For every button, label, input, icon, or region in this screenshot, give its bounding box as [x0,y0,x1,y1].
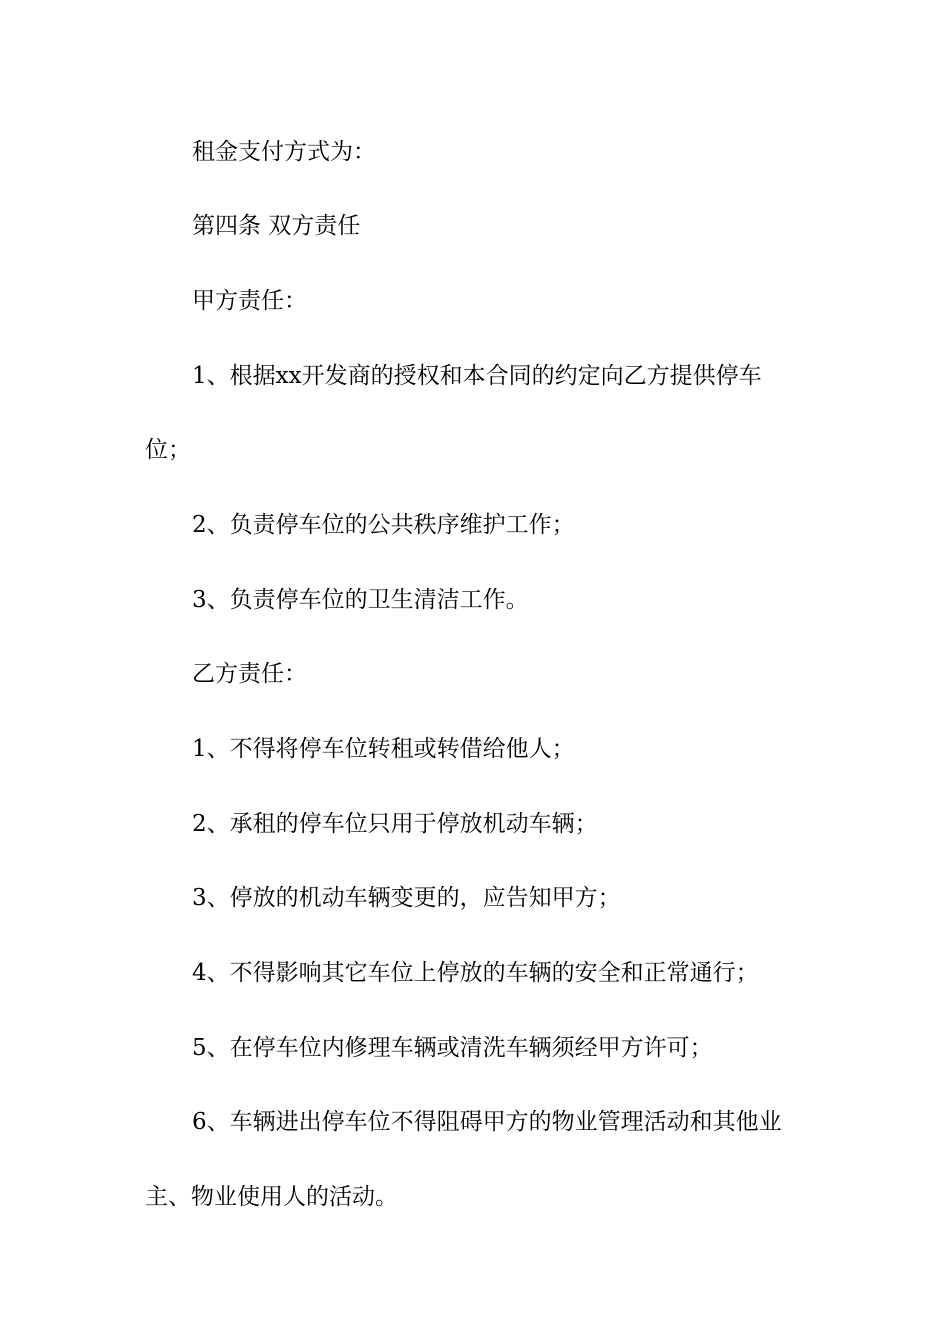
party-b-heading: 乙方责任： [192,661,307,687]
party-b-item-4: 4、不得影响其它车位上停放的车辆的安全和正常通行； [192,960,759,986]
party-a-heading: 甲方责任： [192,288,307,314]
party-a-item-1: 1、根据xx开发商的授权和本合同的约定向乙方提供停车 [192,363,762,389]
party-b-item-2: 2、承租的停车位只用于停放机动车辆； [192,811,598,837]
article-four-heading: 第四条 双方责任 [192,213,361,239]
party-a-item-1-continued: 位； [145,437,191,463]
party-b-item-6-continued: 主、物业使用人的活动。 [145,1184,398,1210]
party-a-item-3: 3、负责停车位的卫生清洁工作。 [192,587,529,613]
party-b-item-3: 3、停放的机动车辆变更的，应告知甲方； [192,885,621,911]
party-b-item-1: 1、不得将停车位转租或转借给他人； [192,736,575,762]
party-a-item-2: 2、负责停车位的公共秩序维护工作； [192,512,575,538]
party-b-item-6: 6、车辆进出停车位不得阻碍甲方的物业管理活动和其他业 [192,1109,782,1135]
party-b-item-5: 5、在停车位内修理车辆或清洗车辆须经甲方许可； [192,1035,713,1061]
rent-payment-line: 租金支付方式为： [192,139,376,165]
